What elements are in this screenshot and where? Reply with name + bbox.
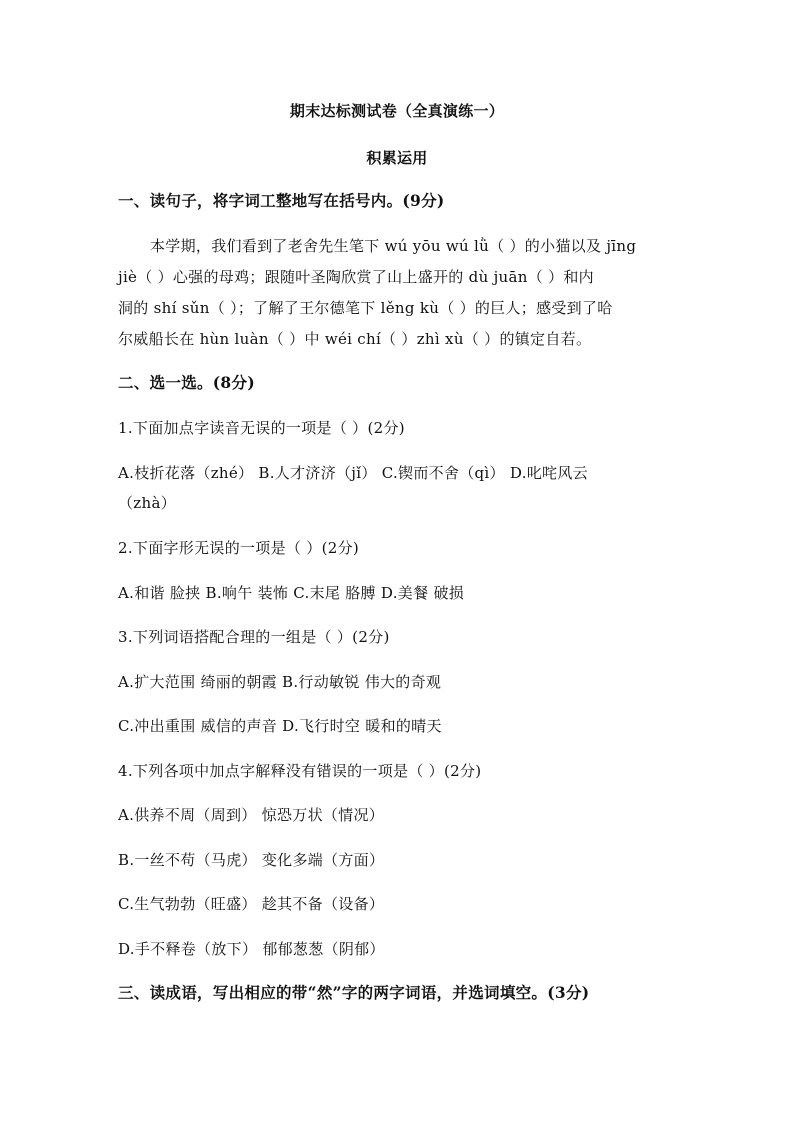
question-3-stem: 3.下列词语搭配合理的一组是（ ）(2分) (118, 628, 390, 646)
question-1-options-line-2: （zhà） (118, 494, 177, 512)
page-title: 期末达标测试卷（全真演练一） (289, 102, 505, 120)
question-2-stem: 2.下面字形无误的一项是（ ）(2分) (118, 539, 360, 557)
question-4-option-a: A.供养不周（周到） 惊恐万状（情况） (118, 806, 385, 824)
question-3-options-line-2: C.冲出重围 威信的声音 D.飞行时空 暖和的晴天 (118, 717, 442, 735)
question-4-option-b: B.一丝不苟（马虎） 变化多端（方面） (118, 851, 385, 869)
page-subtitle: 积累运用 (366, 149, 428, 167)
question-4-stem: 4.下列各项中加点字解释没有错误的一项是（ ）(2分) (118, 762, 482, 780)
section-1-line-2: jiè（ ）心强的母鸡；跟随叶圣陶欣赏了山上盛开的 dù juān（ ）和内 (118, 268, 594, 286)
question-1-options-line-1: A.枝折花落（zhé） B.人才济济（jǐ） C.锲而不舍（qì） D.叱咤风云 (118, 464, 588, 482)
section-1-line-4: 尔威船长在 hùn luàn（ ）中 wéi chí（ ）zhì xù（ ）的镇定自若。 (118, 330, 592, 348)
section-1-line-3: 洞的 shí sǔn（ ）；了解了王尔德笔下 lěng kù（ ）的巨人；感受到了哈 (118, 299, 613, 317)
question-3-options-line-1: A.扩大范围 绮丽的朝霞 B.行动敏锐 伟大的奇观 (118, 673, 442, 691)
question-1-stem: 1.下面加点字读音无误的一项是（ ）(2分) (118, 419, 405, 437)
question-4-option-c: C.生气勃勃（旺盛） 趁其不备（设备） (118, 895, 385, 913)
section-2-heading: 二、选一选。(8分) (118, 373, 255, 392)
section-1-line-1: 本学期，我们看到了老舍先生笔下 wú yōu wú lǜ（ ）的小猫以及 jīng (150, 237, 637, 255)
section-3-heading: 三、读成语，写出相应的带“然”字的两字词语，并选词填空。(3分) (118, 983, 590, 1002)
question-2-options: A.和谐 脸挟 B.响午 装怖 C.末尾 胳膊 D.美餐 破损 (118, 584, 465, 602)
section-1-heading: 一、读句子，将字词工整地写在括号内。(9分) (118, 191, 445, 210)
question-4-option-d: D.手不释卷（放下） 郁郁葱葱（阴郁） (118, 940, 385, 958)
